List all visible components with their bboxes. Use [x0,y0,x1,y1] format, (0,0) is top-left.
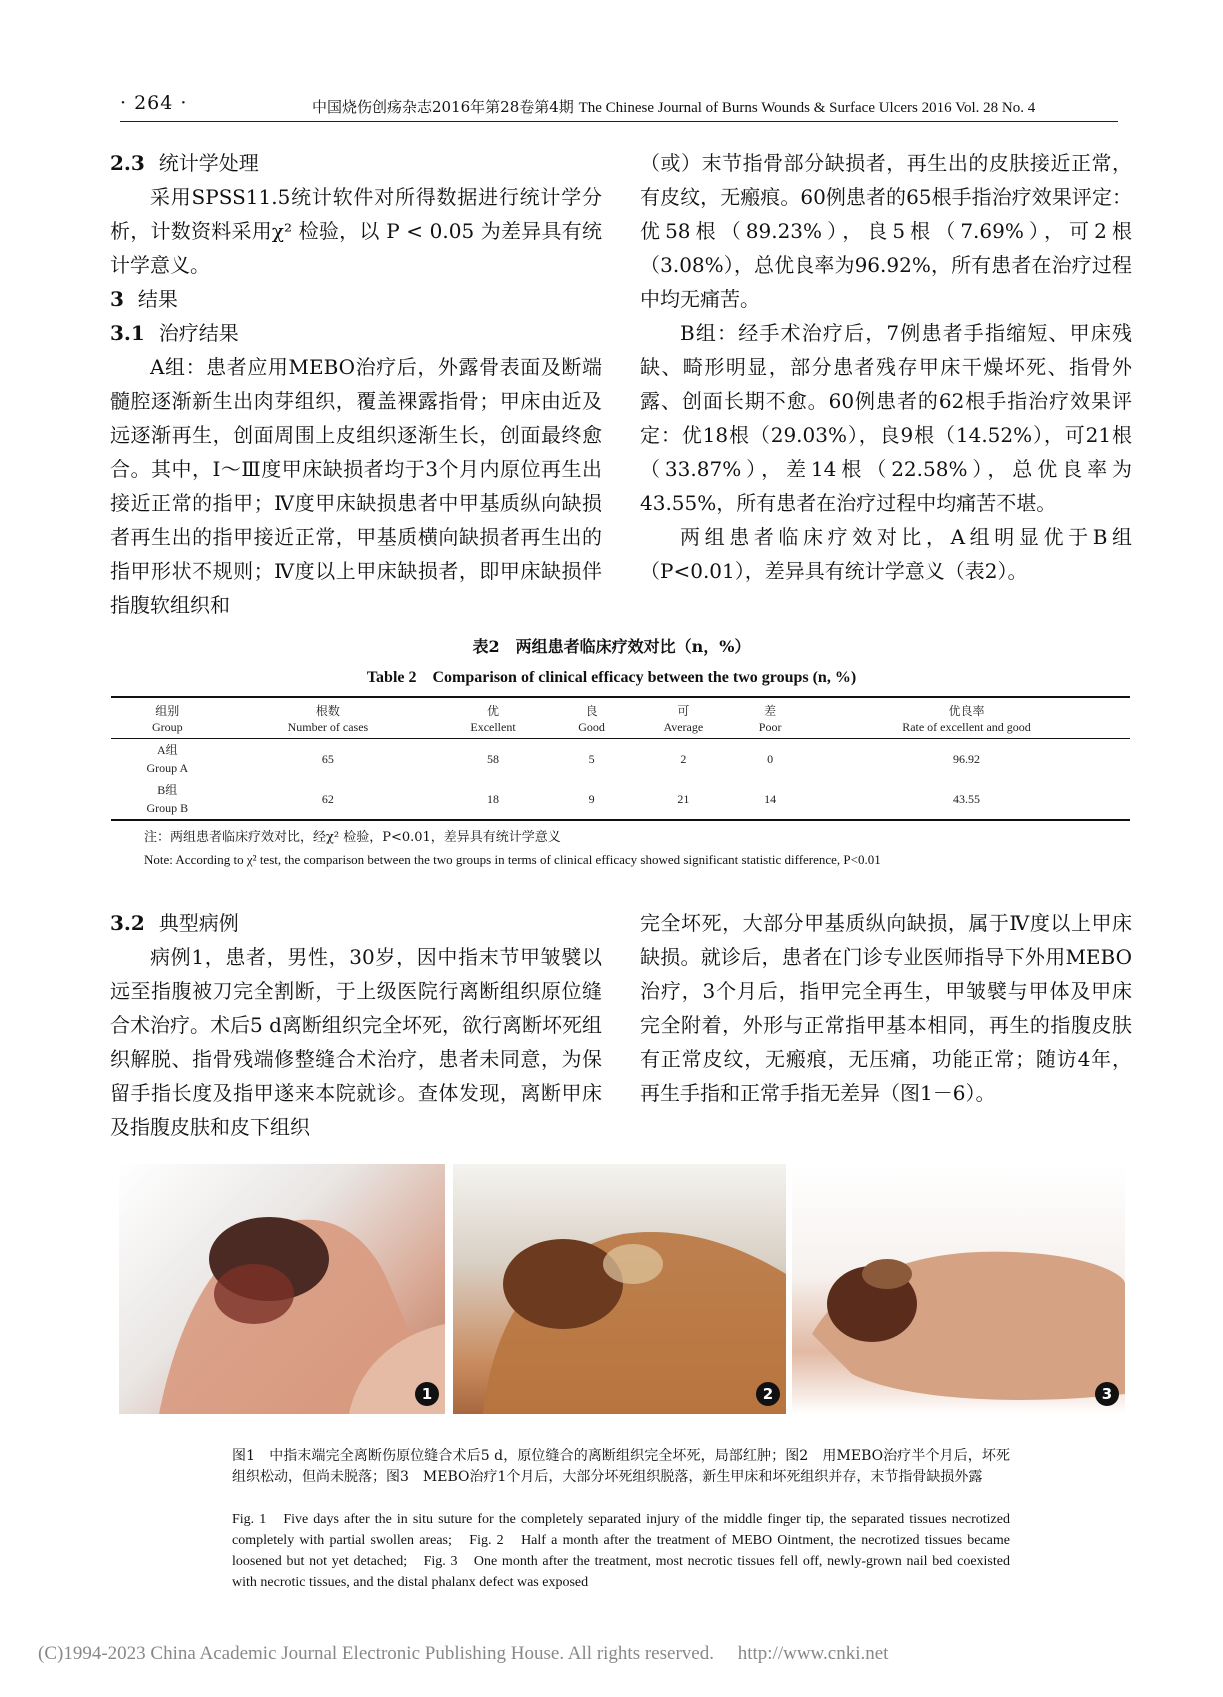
table-note-cn: 注：两组患者临床疗效对比，经χ² 检验，P<0.01，差异具有统计学意义 [144,830,561,845]
section-title: 结果 [137,287,178,311]
finger-photo-3 [792,1164,1125,1414]
figure-caption-en: Fig. 1 Five days after the in situ suture for the completely separated injury of the middle finger tip, the separated tissues necrotized completely with partial swollen areas; Fig. 2 Half a month after the treatment of MEBO Ointment, the necrotized tissues became loosened but not yet detached; Fig. 3 One month after the treatment, most necrotic tissues fell off, newly-grown nail bed coexisted with necrotic tissues, and the distal phalanx defect was exposed [232,1512,1010,1590]
efficacy-table [111,696,1130,821]
section-heading-3 [110,282,602,316]
section-number: 2.3 [110,151,145,175]
section-number: 3.2 [110,911,145,935]
left-column [110,146,602,622]
paragraph: （或）末节指骨部分缺损者，再生出的皮肤接近正常，有皮纹，无瘢痕。60例患者的65根手指治疗效果评定：优58根（89.23%），良5根（7.69%），可2根（3.08%），总优良率为96.92%，所有患者在治疗过程中均无痛苦。 [640,151,1132,311]
paragraph: 两组患者临床疗效对比，A组明显优于B组（P<0.01），差异具有统计学意义（表2）。 [640,525,1132,583]
figure-caption-cn: 图1 中指末端完全离断伤原位缝合术后5 d，原位缝合的离断组织完全坏死，局部红肿；图2 用MEBO治疗半个月后，坏死组织松动，但尚未脱落；图3 MEBO治疗1个月后，大部分坏死组织脱落，新生甲床和坏死组织并存，末节指骨缺损外露 [232,1448,1010,1485]
section-3-2-left [110,906,602,1144]
section-3-2-right [640,906,1132,1110]
section-title: 典型病例 [158,911,239,935]
good-cell: 5 [588,752,595,766]
paragraph: 完全坏死，大部分甲基质纵向缺损，属于Ⅳ度以上甲床缺损。就诊后，患者在门诊专业医师指导下外用MEBO治疗，3个月后，指甲完全再生，甲皱襞与甲体及甲床完全附着，外形与正常指甲基本相同，再生的指腹皮肤有正常皮纹，无瘢痕，无压痛，功能正常；随访4年，再生手指和正常手指无差异（图1－6）。 [640,911,1132,1105]
section-heading-3-1 [110,316,602,350]
column-header: 根数 Number of cases [224,697,433,739]
figure-number-badge: 1 [415,1382,439,1406]
excellent-cell: 58 [487,752,500,766]
figure-1-photo [119,1164,445,1414]
column-header: 可 Average [629,697,737,739]
header-rule [120,121,1118,122]
table-row [111,739,1130,780]
column-header: 优良率 Rate of excellent and good [803,697,1130,739]
column-header: 优 Excellent [432,697,554,739]
group-cell: B组 Group B [111,779,224,820]
poor-cell: 0 [767,752,774,766]
finger-photo-1 [119,1164,445,1414]
paragraph: B组：经手术治疗后，7例患者手指缩短、甲床残缺、畸形明显，部分患者残存甲床干燥坏死、指骨外露、创面长期不愈。60例患者的62根手指治疗效果评定：优18根（29.03%），良9根（14.52%），可21根（33.87%），差14根（22.58%），总优良率为43.55%，所有患者在治疗过程中均痛苦不堪。 [640,321,1132,515]
rate-cell: 96.92 [953,752,980,766]
figure-number-badge: 2 [756,1382,780,1406]
page-number: · 264 · [120,92,188,114]
rate-cell: 43.55 [803,779,1130,820]
copyright-footer: (C)1994-2023 China Academic Journal Electronic Publishing House. All rights reserved. http://www.cnki.net [38,1643,889,1664]
group-cell: A组 Group A [146,743,189,775]
paragraph: 病例1，患者，男性，30岁，因中指末节甲皱襞以远至指腹被刀完全割断，于上级医院行离断组织原位缝合术治疗。术后5 d离断组织完全坏死，欲行离断坏死组织解脱、指骨残端修整缝合术治疗，患者未同意，为保留手指长度及指甲遂来本院就诊。查体发现，离断甲床及指腹皮肤和皮下组织 [110,945,602,1139]
figure-number-badge: 3 [1095,1382,1119,1406]
section-heading-3-2 [110,906,602,940]
average-cell: 2 [680,752,687,766]
journal-title-cn: 中国烧伤创疡杂志2016年第28卷第4期 [312,98,574,116]
table-caption-cn: 表2 两组患者临床疗效对比（n，%） [472,637,751,656]
cases-cell: 65 [321,752,334,766]
table-note-en: Note: According to χ² test, the comparison between the two groups in terms of clinical efficacy showed significant statistic difference, P<0.01 [144,852,881,867]
poor-cell: 14 [737,779,803,820]
column-header: 组别 Group [111,697,224,739]
finger-photo-2 [453,1164,786,1414]
good-cell: 9 [554,779,630,820]
paragraph: 采用SPSS11.5统计软件对所得数据进行统计学分析，计数资料采用χ² 检验，以 P < 0.05 为差异具有统计学意义。 [110,185,602,277]
journal-title-en: The Chinese Journal of Burns Wounds & Surface Ulcers 2016 Vol. 28 No. 4 [578,100,1036,116]
figure-2-photo [453,1164,786,1414]
table-header-row [111,697,1130,739]
right-column [640,146,1132,588]
section-title: 治疗结果 [158,321,239,345]
running-head [312,96,1035,117]
average-cell: 21 [629,779,737,820]
paragraph: A组：患者应用MEBO治疗后，外露骨表面及断端髓腔逐渐新生出肉芽组织，覆盖裸露指骨；甲床由近及远逐渐再生，创面周围上皮组织逐渐生长，创面最终愈合。其中，Ⅰ～Ⅲ度甲床缺损者均于3个月内原位再生出接近正常的指甲；Ⅳ度甲床缺损患者中甲基质纵向缺损者再生出的指甲接近正常，甲基质横向缺损者再生出的指甲形状不规则；Ⅳ度以上甲床缺损者，即甲床缺损伴指腹软组织和 [110,355,602,617]
column-header: 良 Good [554,697,630,739]
table-row [111,779,1130,820]
excellent-cell: 18 [432,779,554,820]
section-title: 统计学处理 [158,151,259,175]
section-number: 3 [110,287,124,311]
figure-3-photo [792,1164,1125,1414]
section-heading-2-3 [110,146,602,180]
column-header: 差 Poor [737,697,803,739]
section-number: 3.1 [110,321,145,345]
table-caption-en: Table 2 Comparison of clinical efficacy between the two groups (n, %) [366,669,857,686]
cases-cell: 62 [224,779,433,820]
